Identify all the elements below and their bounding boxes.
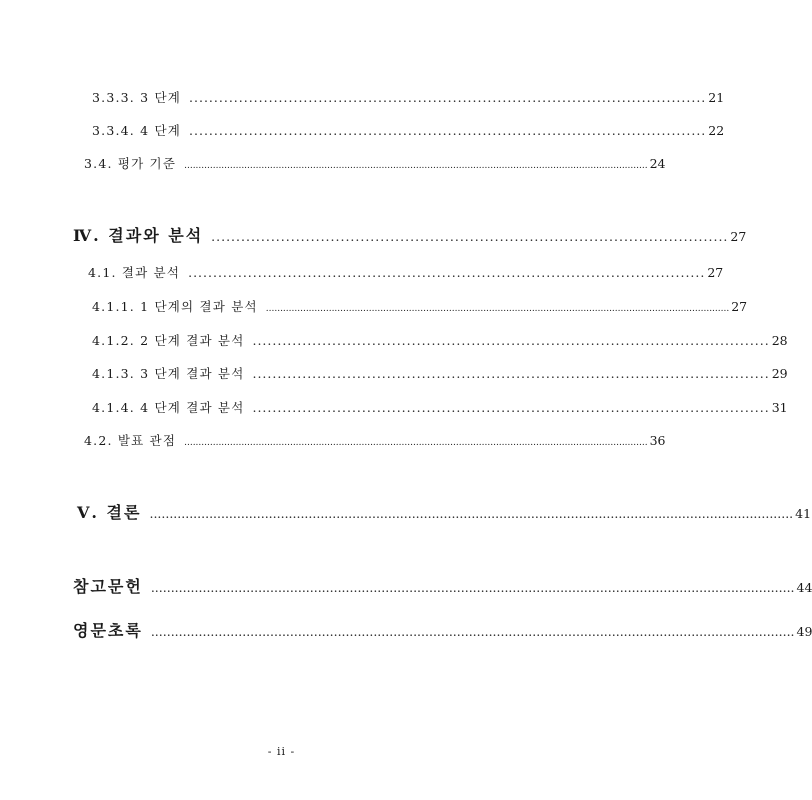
toc-dot-leader: ........................................................................................................	[189, 90, 707, 105]
toc-chapter-label: 영문초록	[73, 621, 143, 640]
toc-chapter-page: 27	[730, 229, 747, 244]
toc-entry-page: 27	[731, 299, 748, 314]
toc-entry-4-1-4[interactable]	[92, 398, 788, 416]
toc-dot-leader: ........................................................................................................	[189, 123, 707, 138]
toc-dot-leader: ........................................................................................................	[188, 265, 706, 280]
toc-chapter-label: Ⅴ. 결론	[77, 503, 142, 522]
toc-entry-3-4[interactable]	[84, 154, 666, 172]
toc-entry-3-3-4[interactable]	[92, 121, 725, 139]
toc-chapter-abstract[interactable]	[73, 618, 812, 641]
toc-chapter-5[interactable]	[77, 500, 812, 523]
toc-entry-page: 31	[771, 400, 788, 415]
toc-entry-3-3-3[interactable]	[92, 88, 725, 106]
toc-dot-leader: ........................................................................................................	[211, 229, 729, 244]
toc-dot-leader: ..................................................................................................................................................................	[184, 438, 648, 448]
toc-chapter-label: Ⅳ. 결과와 분석	[73, 226, 204, 245]
toc-entry-page: 22	[708, 123, 725, 138]
toc-dot-leader: ........................................................................................................	[252, 400, 770, 415]
toc-chapter-label: 참고문헌	[73, 577, 143, 596]
toc-chapter-4[interactable]	[73, 223, 747, 246]
toc-dot-leader: ..................................................................................................................................................................	[265, 304, 730, 314]
toc-dot-leader: ..................................................................................................................................................................	[149, 506, 794, 521]
toc-entry-label: 3.3.4. 4 단계	[92, 123, 182, 138]
toc-dot-leader: ..................................................................................................................................................................	[184, 161, 648, 171]
toc-entry-page: 27	[707, 265, 724, 280]
toc-entry-4-1-3[interactable]	[92, 364, 788, 382]
toc-entry-label: 4.2. 발표 관점	[84, 433, 177, 448]
toc-entry-page: 28	[771, 333, 788, 348]
toc-entry-page: 21	[708, 90, 725, 105]
toc-entry-label: 4.1.3. 3 단계 결과 분석	[92, 366, 245, 381]
toc-entry-label: 3.3.3. 3 단계	[92, 90, 182, 105]
toc-chapter-page: 44	[796, 580, 812, 595]
toc-entry-page: 24	[649, 156, 666, 171]
toc-entry-page: 36	[649, 433, 666, 448]
toc-dot-leader: ..................................................................................................................................................................	[150, 624, 795, 639]
toc-dot-leader: ........................................................................................................	[252, 366, 770, 381]
page-number-footer: - ii -	[267, 745, 296, 758]
toc-entry-4-1-1[interactable]	[92, 297, 748, 315]
toc-chapter-page: 49	[796, 624, 812, 639]
toc-chapter-references[interactable]	[73, 574, 812, 597]
toc-entry-page: 29	[771, 366, 788, 381]
toc-entry-label: 3.4. 평가 기준	[84, 156, 177, 171]
toc-entry-4-1-2[interactable]	[92, 331, 788, 349]
toc-dot-leader: ........................................................................................................	[252, 333, 770, 348]
toc-entry-label: 4.1.1. 1 단계의 결과 분석	[92, 299, 258, 314]
toc-entry-4-2[interactable]	[84, 431, 666, 449]
toc-entry-label: 4.1.2. 2 단계 결과 분석	[92, 333, 245, 348]
toc-entry-label: 4.1.4. 4 단계 결과 분석	[92, 400, 245, 415]
toc-chapter-page: 41	[795, 506, 812, 521]
toc-dot-leader: ..................................................................................................................................................................	[150, 580, 795, 595]
toc-entry-4-1[interactable]	[88, 263, 724, 281]
toc-entry-label: 4.1. 결과 분석	[88, 265, 181, 280]
